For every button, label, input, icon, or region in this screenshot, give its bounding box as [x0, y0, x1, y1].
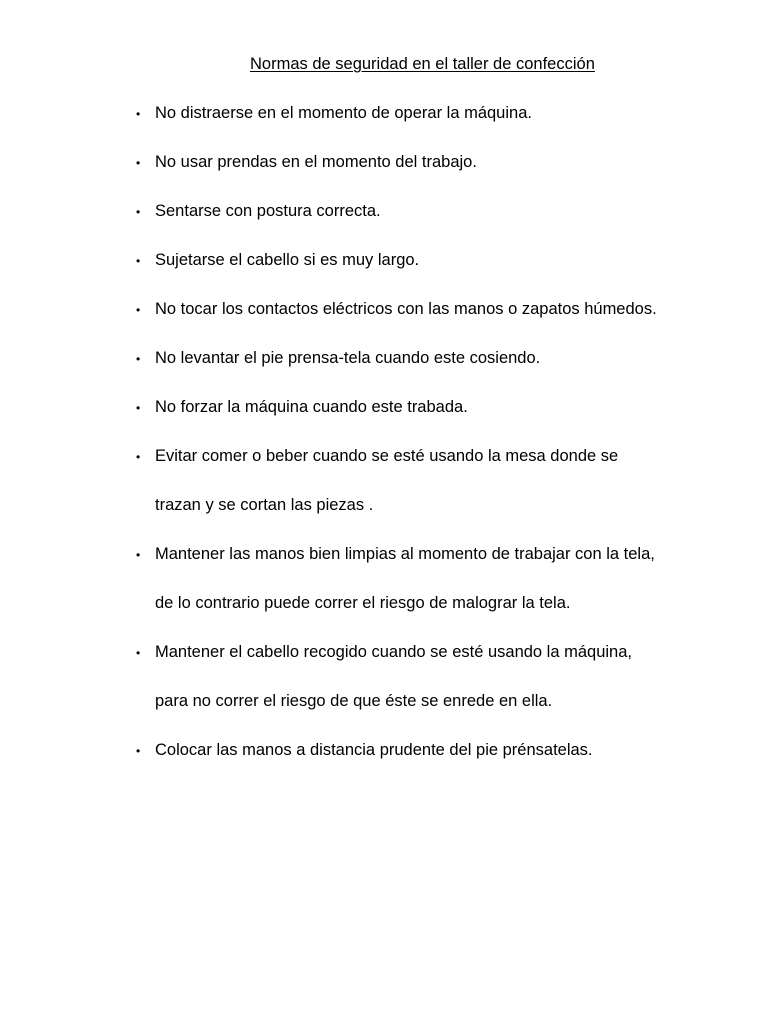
rule-text-line — [136, 249, 420, 271]
rule-text: Mantener el cabello recogido cuando se esté usando la máquina, — [155, 643, 632, 661]
rule-text: No levantar el pie prensa-tela cuando este cosiendo. — [155, 349, 541, 367]
rule-text-line — [155, 690, 552, 712]
bullet-icon: • — [136, 352, 141, 366]
bullet-icon: • — [136, 646, 141, 660]
rule-text: No forzar la máquina cuando este trabada. — [155, 398, 468, 416]
rule-text-line — [136, 445, 619, 467]
rule-text: No usar prendas en el momento del trabajo. — [155, 153, 477, 171]
document-title: Normas de seguridad en el taller de confección — [250, 55, 595, 73]
bullet-icon: • — [136, 205, 141, 219]
rule-text-line — [136, 543, 655, 565]
rule-text-line — [136, 102, 532, 124]
bullet-icon: • — [136, 401, 141, 415]
rule-text-line — [136, 641, 632, 663]
rule-text-line — [136, 298, 657, 320]
bullet-icon: • — [136, 548, 141, 562]
bullet-icon: • — [136, 156, 141, 170]
rule-text-line — [136, 151, 477, 173]
rule-text-line — [136, 396, 468, 418]
rule-text: Mantener las manos bien limpias al momento de trabajar con la tela, — [155, 545, 655, 563]
rule-text-line — [136, 347, 541, 369]
rule-text: para no correr el riesgo de que éste se enrede en ella. — [155, 692, 553, 710]
bullet-icon: • — [136, 254, 141, 268]
rule-text: Sujetarse el cabello si es muy largo. — [155, 251, 420, 269]
rule-text-line — [136, 739, 593, 761]
bullet-icon: • — [136, 303, 141, 317]
rule-text: Sentarse con postura correcta. — [155, 202, 381, 220]
rule-text: de lo contrario puede correr el riesgo de malograr la tela. — [155, 594, 571, 612]
rule-text-line — [155, 494, 373, 516]
rule-text: Evitar comer o beber cuando se esté usando la mesa donde se — [155, 447, 619, 465]
rule-text: No tocar los contactos eléctricos con las manos o zapatos húmedos. — [155, 300, 657, 318]
rule-text: Colocar las manos a distancia prudente del pie prénsatelas. — [155, 741, 593, 759]
bullet-icon: • — [136, 450, 141, 464]
rule-text: No distraerse en el momento de operar la máquina. — [155, 104, 532, 122]
rule-text-line — [155, 592, 570, 614]
rule-text-line — [136, 200, 381, 222]
rule-text: trazan y se cortan las piezas . — [155, 496, 374, 514]
bullet-icon: • — [136, 744, 141, 758]
bullet-icon: • — [136, 107, 141, 121]
